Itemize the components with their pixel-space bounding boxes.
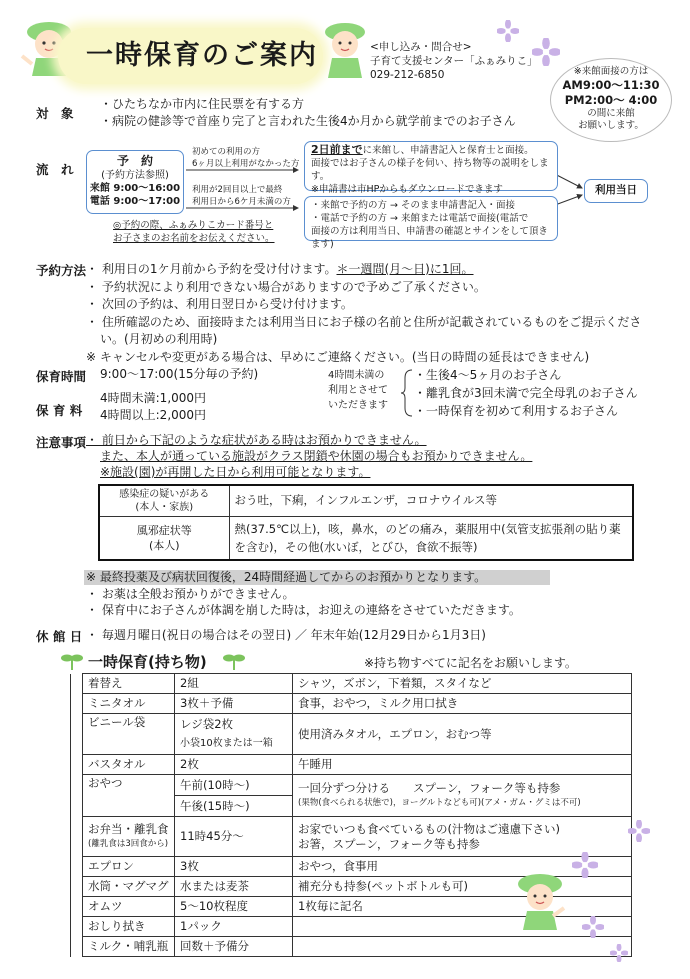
under4-condition-items — [414, 366, 638, 420]
item-qty — [175, 714, 293, 755]
under4-condition-line: 4時間未満の — [328, 370, 385, 381]
under4-condition-line: 利用とさせて — [328, 385, 388, 396]
target-line: ・病院の健診等で首座り完了と言われた生後4か月から就学前までのお子さん — [100, 114, 516, 128]
item-name: オムツ — [83, 897, 175, 917]
item-name: 水筒・マグマグ — [83, 877, 175, 897]
item-name: ミニタオル — [83, 694, 175, 714]
under4-condition-item: ・一時保育を初めて利用するお子さん — [414, 404, 619, 418]
item-name: 着替え — [83, 674, 175, 694]
item-memo-line: お箸，スプーン，フォーク等も持参 — [298, 836, 480, 851]
table-row — [71, 674, 632, 694]
first-use-line: 6ヶ月以上利用がなかった方 — [192, 159, 300, 169]
item-memo: 1枚毎に記名 — [293, 897, 632, 917]
reservation-text — [86, 261, 676, 366]
use-day-box: 利用当日 — [584, 179, 648, 203]
item-name: エプロン — [83, 857, 175, 877]
symptom-head — [99, 485, 229, 516]
item-qty-line: 午後(15時～) — [180, 799, 250, 813]
item-qty: 3枚＋予備 — [175, 694, 293, 714]
table-row — [71, 694, 632, 714]
flower-icon — [532, 38, 560, 66]
item-qty: 水または麦茶 — [175, 877, 293, 897]
sprout-icon — [222, 651, 246, 671]
fee-over-4h: 4時間以上:2,000円 — [100, 408, 207, 422]
contact-org: 子育て支援センター「ふぁみりこ」 — [370, 55, 538, 67]
first-visit-text: に来館し、申請書記入と保育士と面接。 — [362, 145, 534, 156]
item-memo-line: お家でいつも食べているもの(汁物はご遠慮下さい) — [298, 821, 560, 836]
hours-value: 9:00～17:00(15分毎の予約) — [100, 367, 259, 381]
table-row — [71, 755, 632, 775]
closed-label: 休 館 日 — [36, 629, 83, 644]
visit-hours-badge — [550, 58, 672, 142]
reserve-visit-hours: 来館 9:00～16:00 — [89, 183, 181, 194]
notice-after-line: ・ お薬は全般お預かりができません。 — [86, 586, 295, 601]
item-name-line: (離乳食は3回食から) — [88, 838, 169, 849]
item-name: ミルク・哺乳瓶 — [83, 937, 175, 957]
fee-under-4h: 4時間未満:1,000円 — [100, 391, 207, 405]
repeat-visit-line: ・来館で予約の方 → そのまま申請書記入・面接 — [311, 200, 516, 211]
table-row — [99, 485, 633, 516]
notice-line: ・ 前日から下記のような症状がある時はお預かりできません。 — [86, 433, 427, 447]
first-visit-line: ※申請書は市HPからもダウンロードできます — [311, 184, 503, 195]
reservation-cancel-note: ※ キャンセルや変更がある場合は、早めにご連絡ください。(当日の時間の延長はできません) — [86, 349, 590, 364]
notice-label: 注意事項 — [36, 435, 87, 450]
flower-icon — [572, 852, 598, 878]
first-visit-line: 面接ではお子さんの様子を伺い、持ち物等の説明をします。 — [311, 158, 549, 182]
target-line: ・ひたちなか市内に住民票を有する方 — [100, 97, 305, 111]
repeat-use-line: 利用日から6ケ月未満の方 — [192, 197, 291, 207]
contact-block — [370, 40, 538, 82]
notice-after — [86, 569, 521, 619]
item-qty-line: 小袋10枚または一箱 — [180, 738, 273, 749]
brace-icon — [400, 368, 414, 418]
item-qty-line: レジ袋2枚 — [180, 717, 234, 731]
item-qty-line: 午前(10時～) — [175, 775, 292, 796]
item-name: ビニール袋 — [83, 714, 175, 755]
table-row — [71, 775, 632, 817]
under4-condition-note — [328, 368, 388, 413]
flower-icon — [497, 20, 519, 42]
reserve-title: 予 約 — [116, 154, 153, 168]
item-qty: 2枚 — [175, 755, 293, 775]
item-memo: 補充分も持参(ペットボトルも可) — [293, 877, 632, 897]
item-name — [83, 817, 175, 857]
repeat-visit-line: 面接の方は利用当日、申請書の確認とサインをして頂きます) — [311, 226, 548, 250]
mascot-bottom-illustration — [510, 870, 570, 936]
items-margin — [71, 674, 83, 957]
item-name-line: お弁当・離乳食 — [88, 821, 169, 836]
under4-condition-item: ・生後4～5ヶ月のお子さん — [414, 368, 562, 382]
symptom-head — [99, 516, 229, 560]
item-qty: 1パック — [175, 917, 293, 937]
reserve-sub: (予約方法参照) — [101, 170, 169, 181]
notice-text — [86, 432, 532, 480]
under4-condition-line: いただきます — [328, 400, 388, 411]
notice-line: ※施設(園)が再開した日から利用可能となります。 — [100, 465, 371, 479]
item-memo-line: (果物(食べられる状態で)，ヨーグルトなども可)(アメ・ガム・グミは不可) — [298, 797, 581, 808]
repeat-visit-line: ・電話で予約の方 → 来館または電話で面接(電話で — [311, 213, 529, 224]
symptom-head-line: (本人) — [148, 538, 180, 552]
first-use-line: 初めての利用の方 — [192, 147, 261, 157]
contact-label: <申し込み・問合せ> — [370, 41, 472, 53]
visit-hours-line4: お願いします。 — [578, 120, 644, 131]
item-qty: 11時45分～ — [175, 817, 293, 857]
under4-condition-item: ・離乳食が3回未満で完全母乳のお子さん — [414, 386, 638, 400]
target-text — [100, 96, 516, 130]
items-title: 一時保育(持ち物) — [88, 653, 207, 671]
reservation-label: 予約方法 — [36, 263, 87, 278]
item-qty: 3枚 — [175, 857, 293, 877]
flow-label: 流 れ — [36, 162, 74, 177]
reservation-line: い。(月初めの利用時) — [100, 332, 218, 346]
sprout-icon — [60, 651, 84, 671]
first-visit-box — [304, 141, 558, 195]
item-memo — [293, 775, 632, 817]
item-memo — [293, 937, 632, 957]
item-memo — [293, 917, 632, 937]
reservation-line: ・ 住所確認のため、面接時または利用当日にお子様の名前と住所が記載されているものをご提示くださ — [86, 314, 642, 329]
item-name: おしり拭き — [83, 917, 175, 937]
reserve-box — [86, 150, 184, 214]
reservation-weekly-limit: ＊一週間(月～日)に1回。 — [336, 262, 474, 276]
repeat-use-line: 利用が2回目以上で最終 — [192, 185, 283, 195]
notice-after-line: ※ 最終投薬及び病状回復後，24時間経過してからのお預かりとなります。 — [86, 570, 487, 584]
fee-values — [100, 390, 206, 424]
item-qty: 5～10枚程度 — [175, 897, 293, 917]
closed-value: ・ 毎週月曜日(祝日の場合はその翌日) ／ 年末年始(12月29日から1月3日) — [86, 628, 486, 642]
page-title: 一時保育のご案内 — [86, 40, 318, 71]
item-memo: 使用済みタオル，エプロン，おむつ等 — [293, 714, 632, 755]
reserve-phone-hours: 電話 9:00～17:00 — [89, 196, 181, 207]
item-memo: シャツ，ズボン，下着類，スタイなど — [293, 674, 632, 694]
table-row — [71, 817, 632, 857]
reservation-line: ・ 予約状況により利用できない場合がありますので予めご了承ください。 — [86, 279, 486, 294]
symptom-head-line: 風邪症状等 — [136, 523, 192, 537]
target-label: 対 象 — [36, 106, 74, 121]
notice-after-line: ・ 保育中にお子さんが体調を崩した時は，お迎えの連絡をさせていただきます。 — [86, 603, 521, 617]
item-name: バスタオル — [83, 755, 175, 775]
flower-icon — [582, 916, 604, 938]
notice-line: また、本人が通っている施設がクラス閉鎖や休園の場合もお預かりできません。 — [100, 449, 533, 463]
symptom-body: おう吐，下痢，インフルエンザ，コロナウイルス等 — [229, 485, 633, 516]
symptom-table — [98, 484, 634, 561]
hours-label: 保育時間 — [36, 369, 87, 384]
item-memo: 午睡用 — [293, 755, 632, 775]
fee-label: 保 育 料 — [36, 403, 83, 418]
reservation-line: ・ 次回の予約は、利用日翌日から受け付けます。 — [86, 297, 353, 311]
visit-hours-note: ※来館面接の方は — [573, 66, 649, 77]
table-row — [71, 714, 632, 755]
symptom-head-line: 感染症の疑いがある — [119, 488, 210, 500]
item-qty: 回数＋予備分 — [175, 937, 293, 957]
first-visit-deadline: 2日前まで — [311, 143, 363, 156]
item-qty — [175, 775, 293, 817]
visit-hours-line3: の間に来館 — [587, 108, 635, 119]
item-qty: 2組 — [175, 674, 293, 694]
card-note-line: お子さまのお名前をお伝えください。 — [113, 233, 275, 244]
items-note: ※持ち物すべてに記名をお願いします。 — [364, 656, 577, 670]
repeat-visit-box — [304, 196, 558, 250]
contact-phone[interactable]: 029-212-6850 — [370, 69, 445, 81]
item-memo-line: 一回分ずつ分ける スプーン，フォーク等も持参 — [298, 780, 561, 795]
table-row — [99, 516, 633, 560]
symptom-head-line: (本人・家族) — [135, 501, 194, 513]
flower-icon — [610, 944, 628, 962]
flower-icon — [628, 820, 650, 842]
card-note-line: ◎予約の際、ふぁみりこカード番号と — [113, 220, 274, 231]
item-memo: 食事，おやつ，ミルク用口拭き — [293, 694, 632, 714]
symptom-body: 熱(37.5℃以上)，咳，鼻水，のどの痛み，薬服用中(気管支拡張剤の貼り薬を含む)，その他(水いぼ，とびひ，食欲不振等) — [229, 516, 633, 560]
item-name: おやつ — [83, 775, 175, 817]
visit-hours-pm: PM2:00～ 4:00 — [564, 93, 658, 107]
mascot-right-illustration — [318, 16, 372, 84]
item-memo: おやつ，食事用 — [293, 857, 632, 877]
reservation-line: ・ 利用日の1ケ月前から予約を受け付けます。 — [86, 262, 337, 276]
table-row — [71, 937, 632, 957]
item-memo — [293, 817, 632, 857]
visit-hours-am: AM9:00～11:30 — [562, 78, 660, 92]
